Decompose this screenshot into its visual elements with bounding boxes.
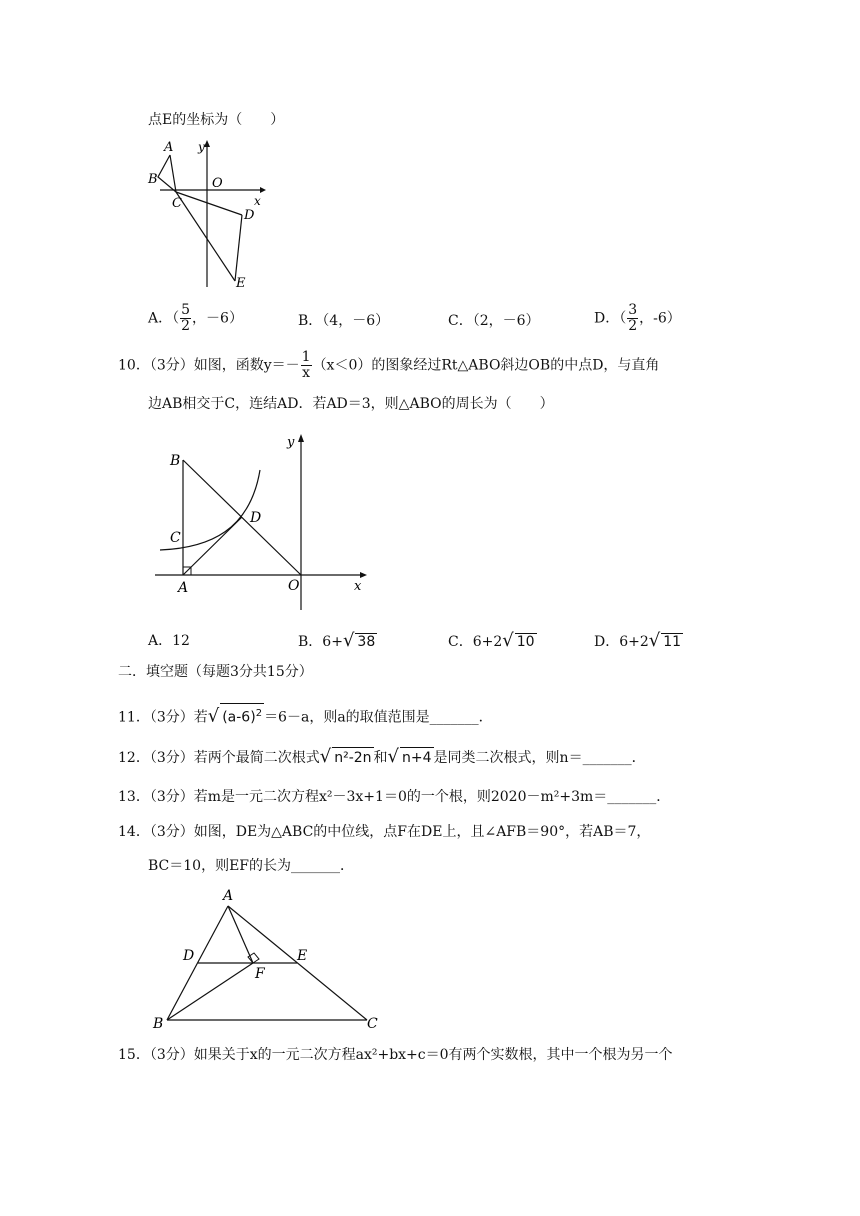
q14-line2: BC＝10，则EF的长为_______． [148,858,355,874]
q10-figure [150,430,375,615]
q12: 12．（3分）若两个最简二次根式√ n²-2n 和√ n+4 是同类二次根式，则n＝_______． [118,746,646,767]
q14-label-b: B [153,1016,164,1032]
q10-option-d: D．6+2√ 11 [594,630,682,651]
q10-label-a: A [178,580,189,596]
section-heading: 二．填空题（每题3分共15分） [118,664,313,680]
q10-line1: 10．（3分）如图，函数y＝－ $\frac{1}{x}$ （x＜0）的图象经过Rt△ABO斜边OB的中点D，与直角 [118,349,660,381]
q14-label-f: F [255,966,265,982]
q9-label-y: y [198,140,205,154]
q15: 15．（3分）如果关于x的一元二次方程ax²+bx+c＝0有两个实数根，其中一个根为另一个 [118,1047,673,1063]
q9-label-x: x [254,194,261,208]
q10-option-b: B．6+√ 38 [298,630,376,651]
q14-figure [145,888,390,1038]
q14-label-e: E [297,948,308,964]
q10-label-c: C [170,530,181,546]
q9-option-d: D．（ $\frac{3}{2}$ ，-6） [594,302,681,334]
q9-label-b: B [148,172,158,187]
q10-label-d: D [250,510,262,526]
q9-tail: 点E的坐标为（ ） [148,112,285,128]
q9-option-b: B．（4，－6） [298,313,390,329]
q14-line1: 14．（3分）如图，DE为△ABC的中位线，点F在DE上，且∠AFB＝90°，若AB＝7， [118,824,651,840]
q10-label-x: x [354,579,362,594]
q10-option-a: A．12 [148,633,190,649]
q9-option-c: C．（2，－6） [448,313,540,329]
q9-label-a: A [164,140,174,155]
q10-line2: 边AB相交于C，连结AD．若AD＝3，则△ABO的周长为（ ） [148,396,554,412]
q9-label-c: C [172,196,182,211]
q10-option-c: C．6+2√ 10 [448,630,535,651]
q10-label-o: O [288,578,300,594]
q14-label-a: A [223,888,234,904]
q9-label-e: E [236,276,246,291]
q9-label-d: D [244,208,255,223]
q10-label-b: B [170,453,181,469]
q9-label-o: O [212,176,223,191]
q11: 11．（3分）若√ $(a-6)^2 =6-a$，则a的取值范围是_______． [118,703,493,728]
q10-label-y: y [287,435,295,450]
q13: 13．（3分）若m是一元二次方程x²－3x+1＝0的一个根，则2020－m²+3m＝_______． [118,789,671,805]
q14-label-c: C [367,1016,378,1032]
q14-label-d: D [183,948,195,964]
q9-option-a: A．（ $\frac{5}{2}$ ，－6） [148,302,243,334]
q9-figure [140,135,275,295]
